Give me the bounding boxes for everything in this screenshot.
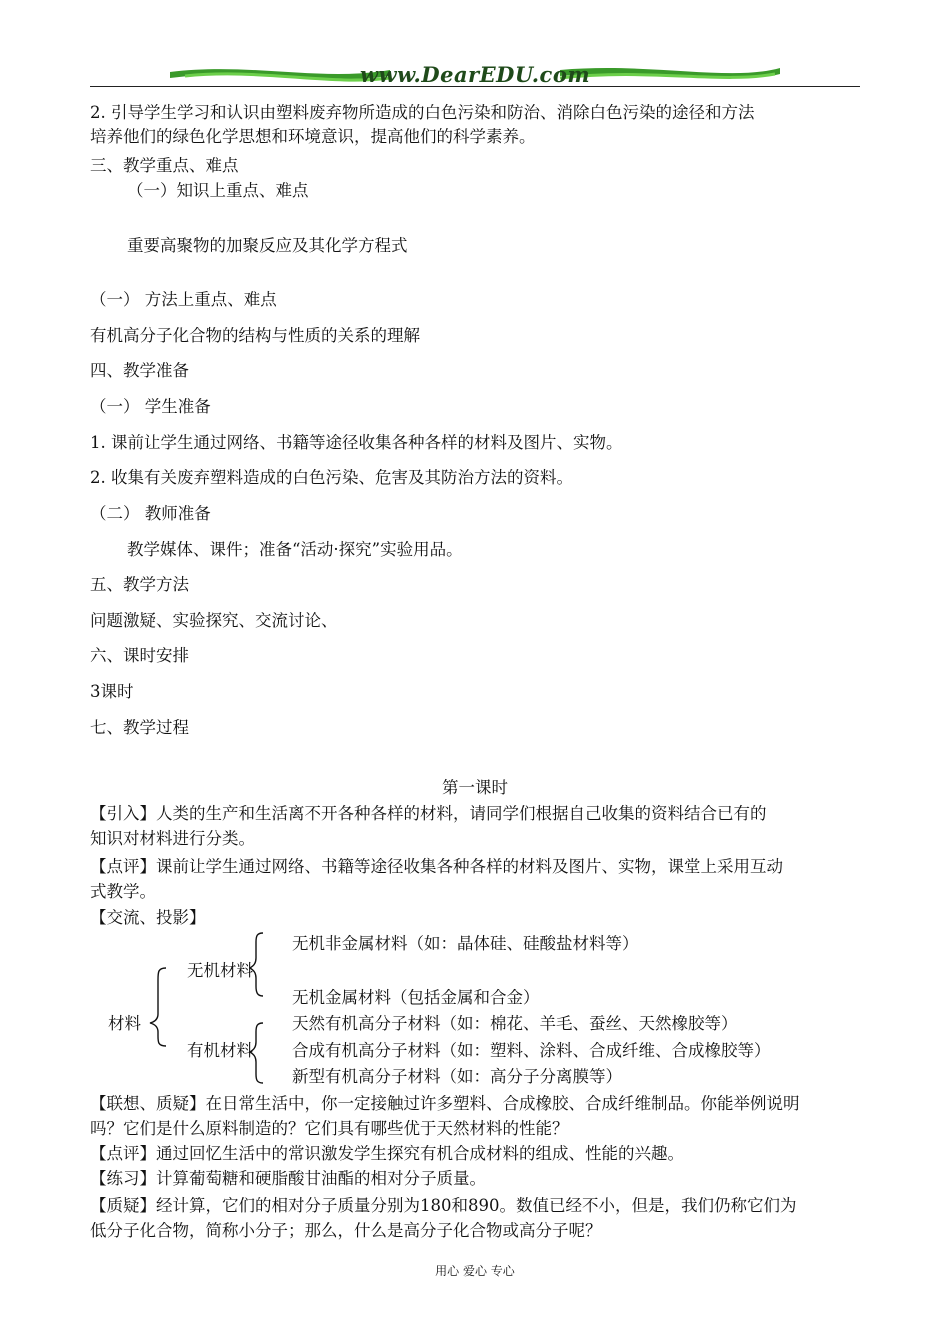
tree-leaf: 新型有机高分子材料（如：高分子分离膜等） <box>292 1067 622 1086</box>
list-item: 1. 课前让学生通过网络、书籍等途径收集各种各样的材料及图片、实物。 <box>90 433 623 452</box>
paragraph-line: 【练习】计算葡萄糖和硬脂酸甘油酯的相对分子质量。 <box>90 1169 486 1188</box>
paragraph-line: 低分子化合物，简称小分子；那么，什么是高分子化合物或高分子呢？ <box>90 1221 602 1240</box>
classification-braces <box>140 928 270 1088</box>
subsection-heading: （一）知识上重点、难点 <box>127 181 309 200</box>
paragraph-line: 教学媒体、课件；准备“活动·探究”实验用品。 <box>127 540 463 559</box>
paragraph-line: 重要高聚物的加聚反应及其化学方程式 <box>127 236 408 255</box>
section-heading: 五、教学方法 <box>90 575 189 594</box>
list-item: 2. 收集有关废弃塑料造成的白色污染、危害及其防治方法的资料。 <box>90 468 573 487</box>
paragraph-line: 【点评】课前让学生通过网络、书籍等途径收集各种各样的材料及图片、实物，课堂上采用互动 <box>90 857 783 876</box>
subsection-heading: （一） 方法上重点、难点 <box>90 290 277 309</box>
section-heading: 四、教学准备 <box>90 361 189 380</box>
tree-leaf: 天然有机高分子材料（如：棉花、羊毛、蚕丝、天然橡胶等） <box>292 1014 738 1033</box>
tree-leaf: 合成有机高分子材料（如：塑料、涂料、合成纤维、合成橡胶等） <box>292 1041 771 1060</box>
paragraph-line: 【质疑】经计算，它们的相对分子质量分别为180和890。数值已经不小，但是，我们仍称它们为 <box>90 1196 797 1215</box>
paragraph-line: 吗？它们是什么原料制造的？它们具有哪些优于天然材料的性能？ <box>90 1119 569 1138</box>
site-logo-text: www.DearEDU.com <box>359 62 591 87</box>
paragraph-line: 【联想、质疑】在日常生活中，你一定接触过许多塑料、合成橡胶、合成纤维制品。你能举例说明 <box>90 1094 800 1113</box>
section-heading: 三、教学重点、难点 <box>90 156 239 175</box>
section-heading: 六、课时安排 <box>90 646 189 665</box>
tree-root-label: 材料 <box>108 1014 141 1033</box>
paragraph-line: 3课时 <box>90 682 134 701</box>
paragraph-line: 式教学。 <box>90 882 156 901</box>
paragraph-line: 【引入】人类的生产和生活离不开各种各样的材料，请同学们根据自己收集的资料结合已有的 <box>90 804 767 823</box>
paragraph-line: 2. 引导学生学习和认识由塑料废弃物所造成的白色污染和防治、消除白色污染的途径和方法 <box>90 103 755 122</box>
subsection-heading: （二） 教师准备 <box>90 504 211 523</box>
tree-node-organic: 有机材料 <box>187 1041 253 1060</box>
paragraph-line: 培养他们的绿色化学思想和环境意识，提高他们的科学素养。 <box>90 127 536 146</box>
page-footer: 用心 爱心 专心 <box>435 1264 515 1278</box>
tree-leaf: 无机金属材料（包括金属和合金） <box>292 988 540 1007</box>
tree-node-inorganic: 无机材料 <box>187 961 253 980</box>
tree-leaf: 无机非金属材料（如：晶体硅、硅酸盐材料等） <box>292 934 639 953</box>
paragraph-line: 【点评】通过回忆生活中的常识激发学生探究有机合成材料的组成、性能的兴趣。 <box>90 1144 684 1163</box>
section-heading: 七、教学过程 <box>90 718 189 737</box>
paragraph-line: 知识对材料进行分类。 <box>90 829 255 848</box>
paragraph-line: 【交流、投影】 <box>90 908 206 927</box>
paragraph-line: 问题激疑、实验探究、交流讨论、 <box>90 611 338 630</box>
paragraph-line: 有机高分子化合物的结构与性质的关系的理解 <box>90 326 420 345</box>
header-rule <box>90 86 860 87</box>
subsection-heading: （一） 学生准备 <box>90 397 211 416</box>
lesson-title: 第一课时 <box>442 778 508 797</box>
